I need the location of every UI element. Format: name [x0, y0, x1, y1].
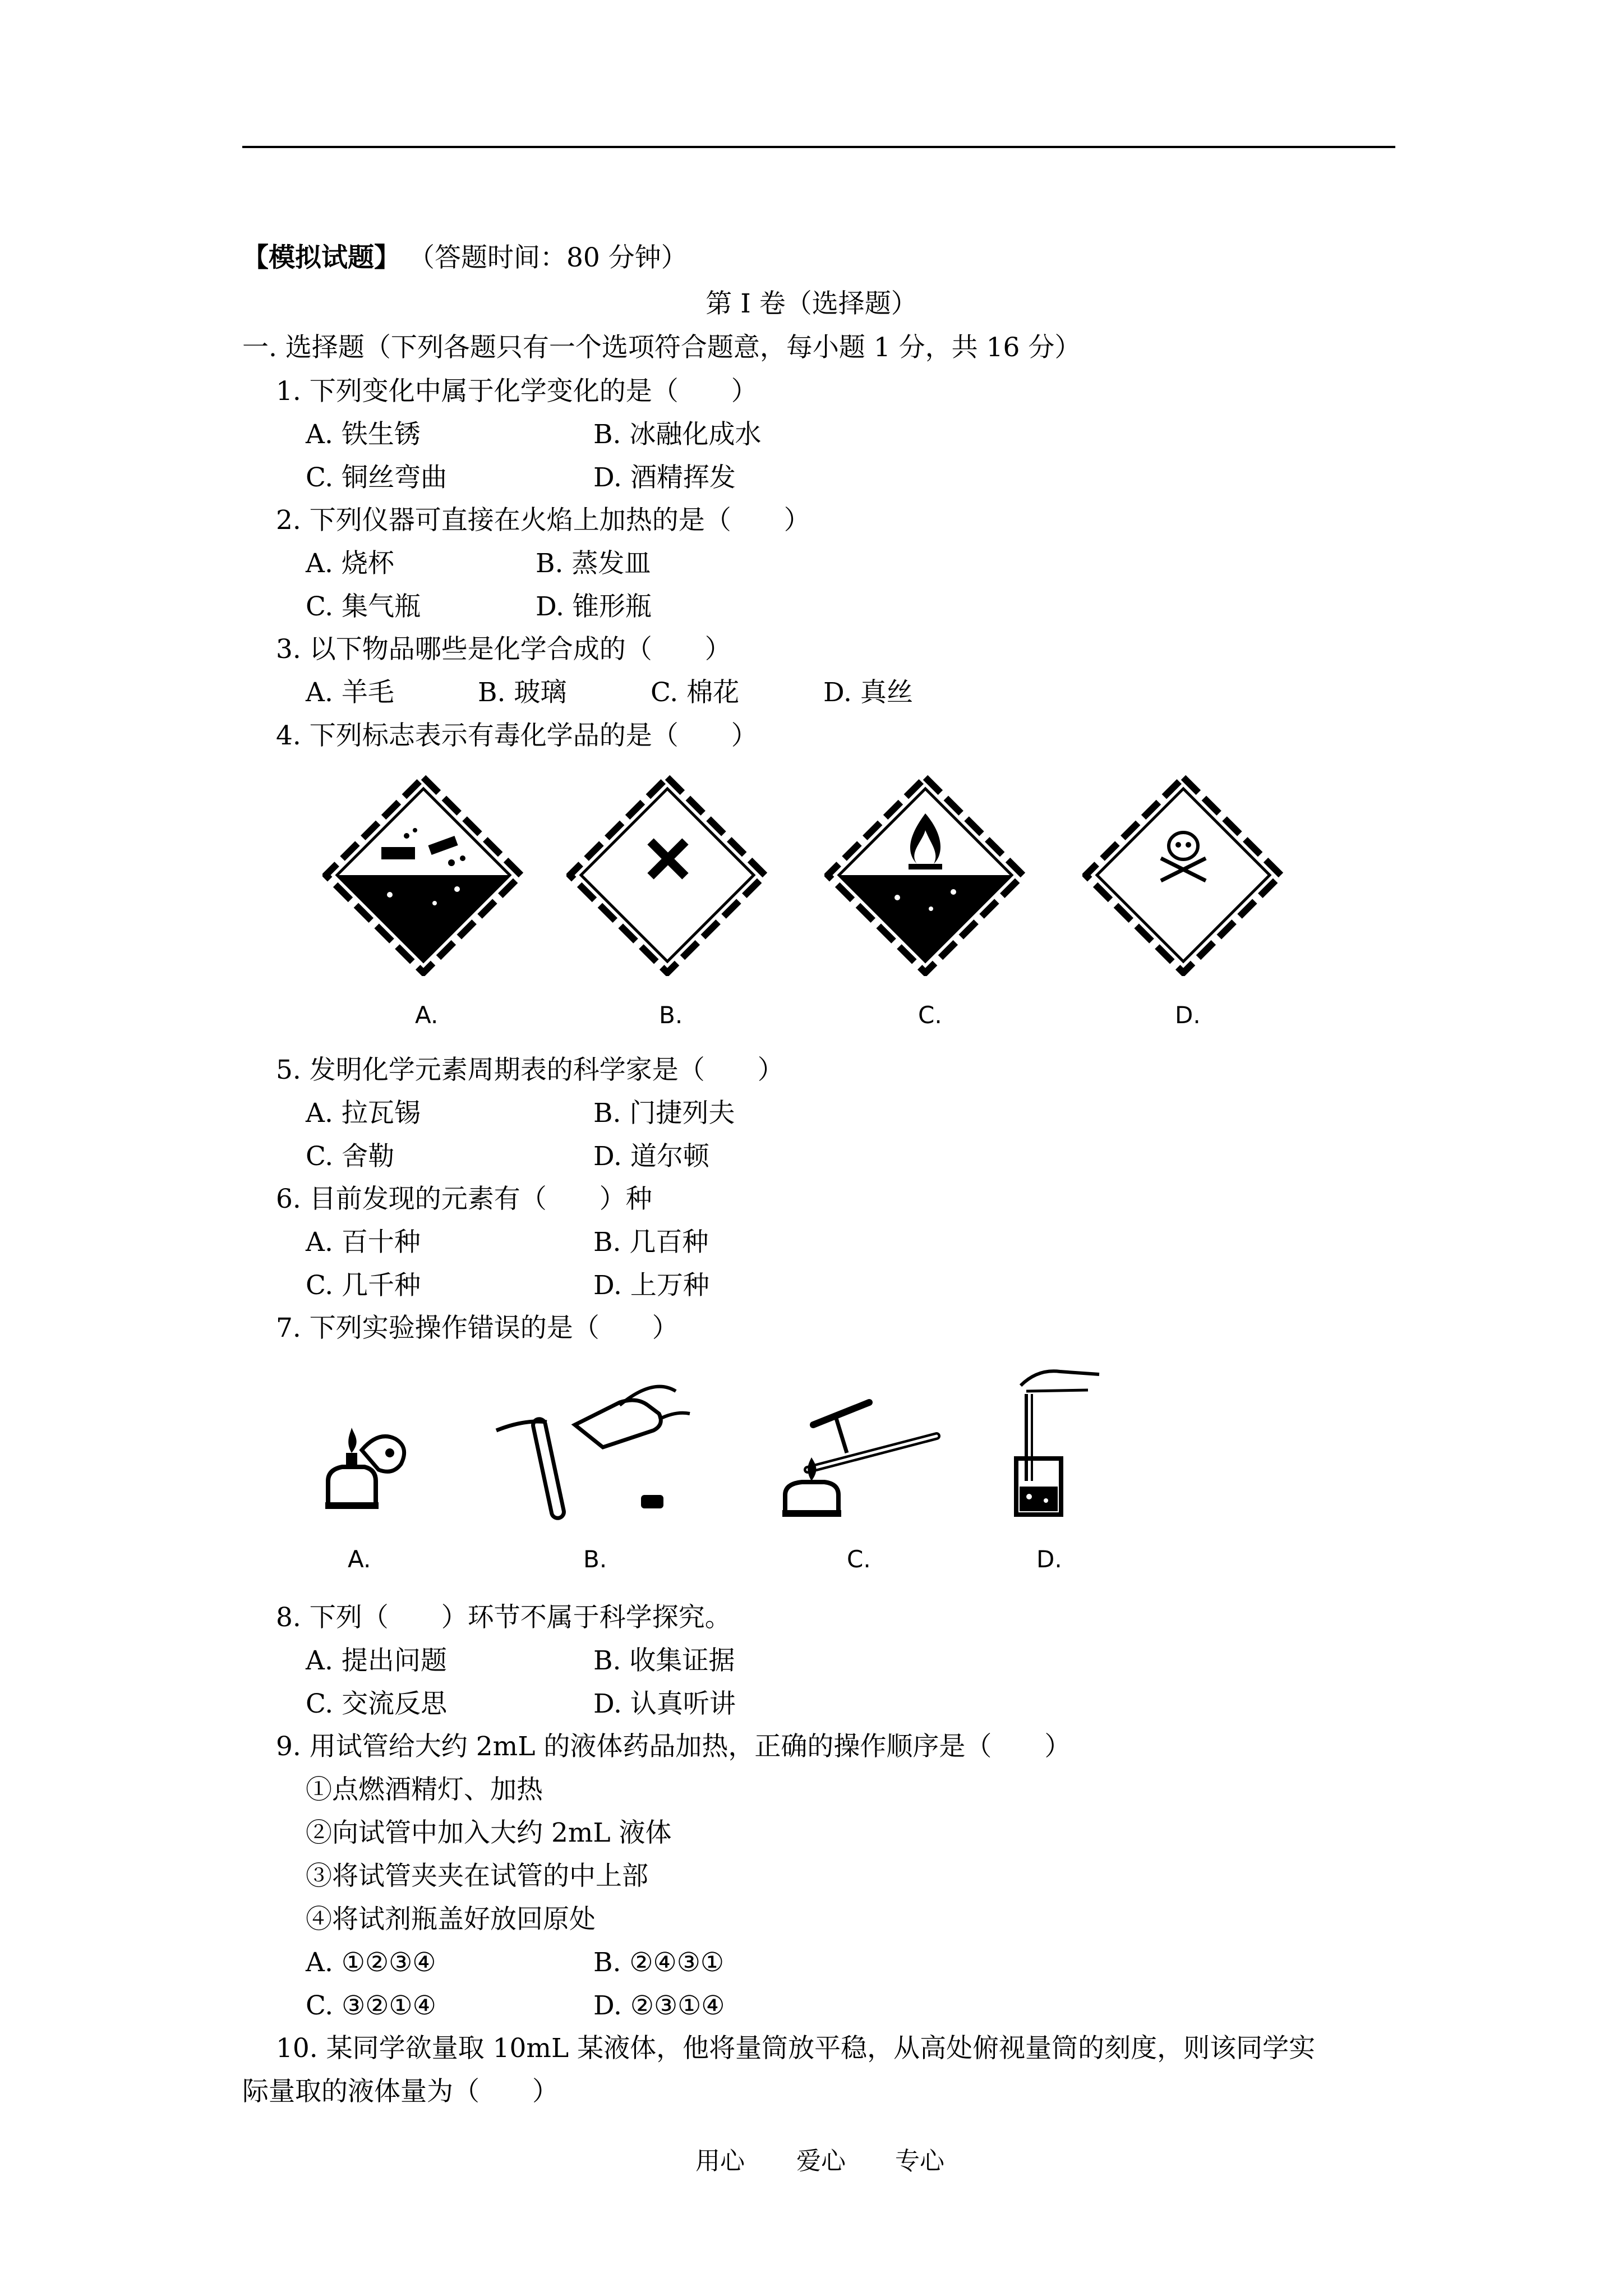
q6-option-a: A. 百十种	[306, 1227, 421, 1258]
q9-option-d: D. ②③①④	[593, 1990, 725, 2021]
hazard-harmful-x-icon	[566, 774, 768, 976]
q3-option-d: D. 真丝	[823, 677, 913, 708]
section-heading: 一. 选择题（下列各题只有一个选项符合题意，每小题 1 分，共 16 分）	[242, 332, 1081, 363]
q2-stem: 2. 下列仪器可直接在火焰上加热的是（ ）	[276, 505, 810, 536]
volume-title: 第 I 卷（选择题）	[706, 288, 917, 319]
lab-lamp-lighting-icon	[311, 1408, 423, 1520]
q5-option-c: C. 舍勒	[306, 1141, 395, 1172]
q9-step-2: ②向试管中加入大约 2mL 液体	[306, 1818, 672, 1848]
q9-option-a: A. ①②③④	[306, 1947, 436, 1978]
q8-option-b: B. 收集证据	[593, 1645, 735, 1676]
footer-zhuanxin: 专心	[895, 2147, 944, 2175]
q4-option-a-label: A.	[415, 1001, 439, 1029]
hazard-corrosive-icon	[322, 774, 524, 976]
q9-option-b: B. ②④③①	[593, 1947, 724, 1978]
q8-stem: 8. 下列（ ）环节不属于科学探究。	[276, 1602, 731, 1633]
q2-option-a: A. 烧杯	[306, 548, 394, 579]
q5-option-a: A. 拉瓦锡	[306, 1098, 421, 1129]
q3-option-b: B. 玻璃	[478, 677, 567, 708]
q4-stem: 4. 下列标志表示有毒化学品的是（ ）	[276, 720, 758, 751]
q1-option-d: D. 酒精挥发	[593, 462, 736, 493]
q7-option-b-label: B.	[583, 1545, 607, 1573]
q9-option-c: C. ③②①④	[306, 1990, 436, 2021]
q1-option-c: C. 铜丝弯曲	[306, 462, 448, 493]
q7-option-a-label: A.	[348, 1545, 371, 1573]
q5-stem: 5. 发明化学元素周期表的科学家是（ ）	[276, 1055, 784, 1085]
lab-dropper-test-icon	[1004, 1363, 1110, 1520]
lab-heating-tube-icon	[774, 1391, 942, 1520]
footer-aixin: 爱心	[796, 2147, 846, 2175]
title-bracket: 【模拟试题】	[242, 242, 400, 273]
q10-stem-line1: 10. 某同学欲量取 10mL 某液体，他将量筒放平稳，从高处俯视量筒的刻度，则该同学实	[276, 2033, 1316, 2064]
hazard-toxic-skull-icon	[1082, 774, 1284, 976]
q7-option-d-label: D.	[1036, 1545, 1062, 1573]
q8-option-c: C. 交流反思	[306, 1688, 448, 1719]
hazard-flammable-icon	[824, 774, 1026, 976]
q6-stem: 6. 目前发现的元素有（ ）种	[276, 1184, 652, 1214]
q6-option-c: C. 几千种	[306, 1270, 421, 1301]
q4-option-c-label: C.	[918, 1001, 942, 1029]
q7-option-c-label: C.	[847, 1545, 871, 1573]
q3-option-c: C. 棉花	[651, 677, 740, 708]
q3-stem: 3. 以下物品哪些是化学合成的（ ）	[276, 634, 731, 665]
q4-option-b-label: B.	[659, 1001, 683, 1029]
q9-stem: 9. 用试管给大约 2mL 的液体药品加热，正确的操作顺序是（ ）	[276, 1731, 1071, 1762]
q1-option-a: A. 铁生锈	[306, 419, 421, 450]
q9-step-1: ①点燃酒精灯、加热	[306, 1774, 543, 1805]
q9-step-4: ④将试剂瓶盖好放回原处	[306, 1904, 596, 1935]
q2-option-b: B. 蒸发皿	[536, 548, 651, 579]
q2-option-c: C. 集气瓶	[306, 591, 421, 622]
q1-stem: 1. 下列变化中属于化学变化的是（ ）	[276, 376, 758, 407]
q6-option-d: D. 上万种	[593, 1270, 709, 1301]
footer-yongxin: 用心	[695, 2147, 745, 2175]
header-rule	[242, 146, 1395, 148]
q6-option-b: B. 几百种	[593, 1227, 709, 1258]
q5-option-b: B. 门捷列夫	[593, 1098, 735, 1129]
title-time: （答题时间：80 分钟）	[408, 242, 688, 273]
q9-step-3: ③将试管夹夹在试管的中上部	[306, 1861, 648, 1892]
q1-option-b: B. 冰融化成水	[593, 419, 762, 450]
q3-option-a: A. 羊毛	[306, 677, 394, 708]
q8-option-d: D. 认真听讲	[593, 1688, 736, 1719]
q10-stem-line2: 际量取的液体量为（ ）	[242, 2076, 559, 2107]
q7-stem: 7. 下列实验操作错误的是（ ）	[276, 1313, 679, 1343]
q2-option-d: D. 锥形瓶	[536, 591, 652, 622]
lab-pouring-liquid-icon	[491, 1369, 693, 1520]
q4-option-d-label: D.	[1175, 1001, 1201, 1029]
q8-option-a: A. 提出问题	[306, 1645, 447, 1676]
q5-option-d: D. 道尔顿	[593, 1141, 709, 1172]
